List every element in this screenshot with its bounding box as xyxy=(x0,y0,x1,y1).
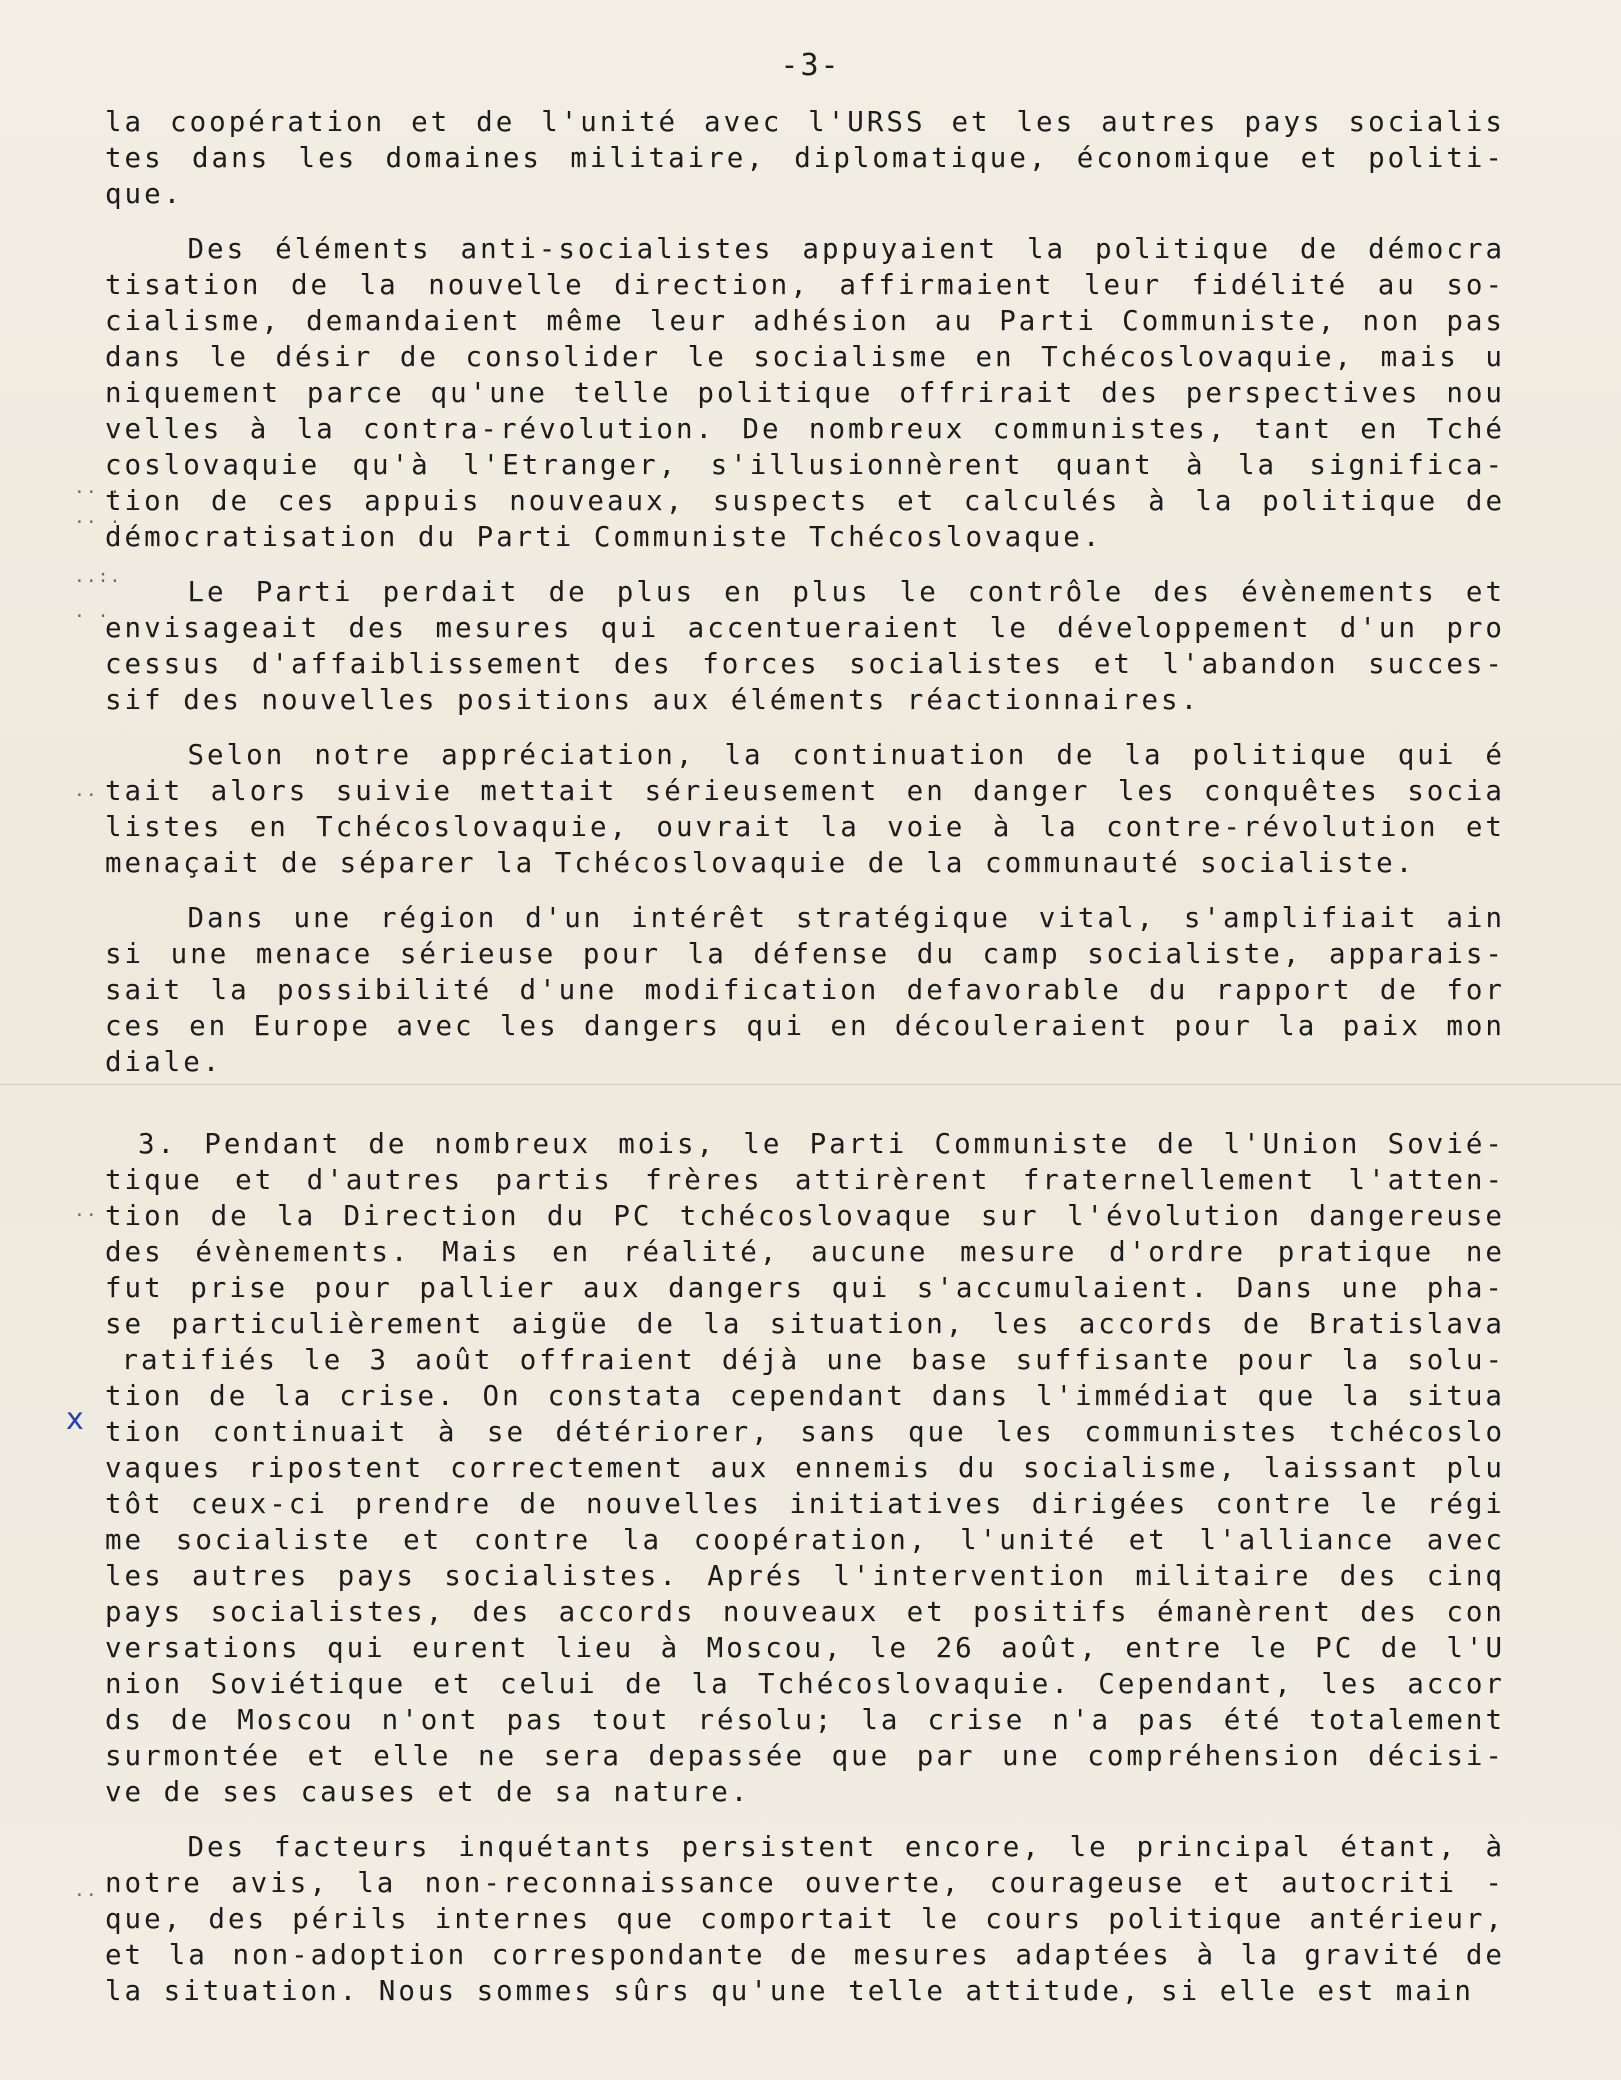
text-line: listes en Tchécoslovaquie, ouvrait la voie à la contre-révolution et xyxy=(105,811,1505,843)
paragraph xyxy=(105,900,1505,1080)
paragraph xyxy=(105,574,1505,718)
text-line: tait alors suivie mettait sérieusement en danger les conquêtes socia xyxy=(105,775,1505,807)
text-line: ratifiés le 3 août offraient déjà une base suffisante pour la solu- xyxy=(121,1344,1505,1376)
text-line: ve de ses causes et de sa nature. xyxy=(105,1776,751,1808)
text-line: que. xyxy=(105,178,184,210)
text-line: nion Soviétique et celui de la Tchécoslovaquie. Cependant, les accor xyxy=(105,1668,1505,1700)
text-line: que, des périls internes que comportait le cours politique antérieur, xyxy=(105,1903,1505,1935)
text-line: les autres pays socialistes. Aprés l'intervention militaire des cinq xyxy=(105,1560,1505,1592)
text-line: se particulièrement aigüe de la situation, les accords de Bratislava xyxy=(105,1308,1505,1340)
margin-dots: .. xyxy=(74,780,98,801)
text-line: versations qui eurent lieu à Moscou, le 26 août, entre le PC de l'U xyxy=(105,1632,1505,1664)
text-line: ces en Europe avec les dangers qui en découleraient pour la paix mon xyxy=(105,1010,1505,1042)
text-line: fut prise pour pallier aux dangers qui s'accumulaient. Dans une pha- xyxy=(105,1272,1505,1304)
text-line: Selon notre appréciation, la continuation de la politique qui é xyxy=(187,739,1505,771)
text-line: tôt ceux-ci prendre de nouvelles initiatives dirigées contre le régi xyxy=(105,1488,1505,1520)
text-line: niquement parce qu'une telle politique offrirait des perspectives nou xyxy=(105,377,1505,409)
text-line: Le Parti perdait de plus en plus le contrôle des évènements et xyxy=(187,576,1505,608)
text-line: Des éléments anti-socialistes appuyaient la politique de démocra xyxy=(187,233,1505,265)
text-line: tique et d'autres partis frères attirèrent fraternellement l'atten- xyxy=(105,1164,1505,1196)
text-line: velles à la contra-révolution. De nombreux communistes, tant en Tché xyxy=(105,413,1505,445)
text-line: diale. xyxy=(105,1046,223,1078)
text-line: des évènements. Mais en réalité, aucune mesure d'ordre pratique ne xyxy=(105,1236,1505,1268)
text-line: dans le désir de consolider le socialisme en Tchécoslovaquie, mais u xyxy=(105,341,1505,373)
text-line: notre avis, la non-reconnaissance ouverte, courageuse et autocriti - xyxy=(105,1867,1505,1899)
text-line: tion de la Direction du PC tchécoslovaque sur l'évolution dangereuse xyxy=(105,1200,1505,1232)
text-line: ds de Moscou n'ont pas tout résolu; la crise n'a pas été totalement xyxy=(105,1704,1505,1736)
text-line: tes dans les domaines militaire, diplomatique, économique et politi- xyxy=(105,142,1505,174)
text-line: Dans une région d'un intérêt stratégique vital, s'amplifiait ain xyxy=(187,902,1505,934)
margin-dots: .. . xyxy=(74,477,122,498)
margin-dots: .. . xyxy=(74,507,122,528)
margin-dots: . . xyxy=(74,601,110,622)
margin-dots: ..:. xyxy=(74,566,122,587)
text-line: la coopération et de l'unité avec l'URSS et les autres pays socialis xyxy=(105,106,1505,138)
text-line: cessus d'affaiblissement des forces socialistes et l'abandon succes- xyxy=(105,648,1505,680)
text-line: tion continuait à se détériorer, sans que les communistes tchécoslo xyxy=(105,1416,1505,1448)
text-line: sait la possibilité d'une modification defavorable du rapport de for xyxy=(105,974,1505,1006)
text-line: me socialiste et contre la coopération, l'unité et l'alliance avec xyxy=(105,1524,1505,1556)
text-line: surmontée et elle ne sera depassée que par une compréhension décisi- xyxy=(105,1740,1505,1772)
text-line: envisageait des mesures qui accentueraient le développement d'un pro xyxy=(105,612,1505,644)
paragraph xyxy=(105,1829,1505,2009)
text-line: Des facteurs inquétants persistent encore, le principal étant, à xyxy=(187,1831,1505,1863)
text-line: et la non-adoption correspondante de mesures adaptées à la gravité de xyxy=(105,1939,1505,1971)
paragraph xyxy=(105,231,1505,555)
paragraph xyxy=(105,1126,1505,1810)
text-line: menaçait de séparer la Tchécoslovaquie de la communauté socialiste. xyxy=(105,847,1416,879)
text-line: la situation. Nous sommes sûrs qu'une telle attitude, si elle est main xyxy=(105,1975,1474,2007)
text-line: démocratisation du Parti Communiste Tchécoslovaque. xyxy=(105,521,1103,553)
text-line: tisation de la nouvelle direction, affirmaient leur fidélité au so- xyxy=(105,269,1505,301)
text-line: 3. Pendant de nombreux mois, le Parti Communiste de l'Union Sovié- xyxy=(138,1128,1505,1160)
text-line: tion de ces appuis nouveaux, suspects et calculés à la politique de xyxy=(105,485,1505,517)
page-number: -3- xyxy=(780,48,841,83)
text-line: pays socialistes, des accords nouveaux et positifs émanèrent des con xyxy=(105,1596,1505,1628)
margin-dots: .. xyxy=(74,1200,98,1221)
text-line: vaques ripostent correctement aux ennemis du socialisme, laissant plu xyxy=(105,1452,1505,1484)
paragraph xyxy=(105,737,1505,881)
text-line: si une menace sérieuse pour la défense du camp socialiste, apparais- xyxy=(105,938,1505,970)
margin-pen-mark: x xyxy=(66,1402,84,1437)
text-line: cialisme, demandaient même leur adhésion au Parti Communiste, non pas xyxy=(105,305,1505,337)
text-line: sif des nouvelles positions aux éléments réactionnaires. xyxy=(105,684,1201,716)
text-line: coslovaquie qu'à l'Etranger, s'illusionnèrent quant à la significa- xyxy=(105,449,1505,481)
paragraph xyxy=(105,104,1505,212)
margin-dots: .. xyxy=(74,1880,98,1901)
typed-letter-body xyxy=(105,104,1505,2028)
text-line: tion de la crise. On constata cependant dans l'immédiat que la situa xyxy=(105,1380,1505,1412)
